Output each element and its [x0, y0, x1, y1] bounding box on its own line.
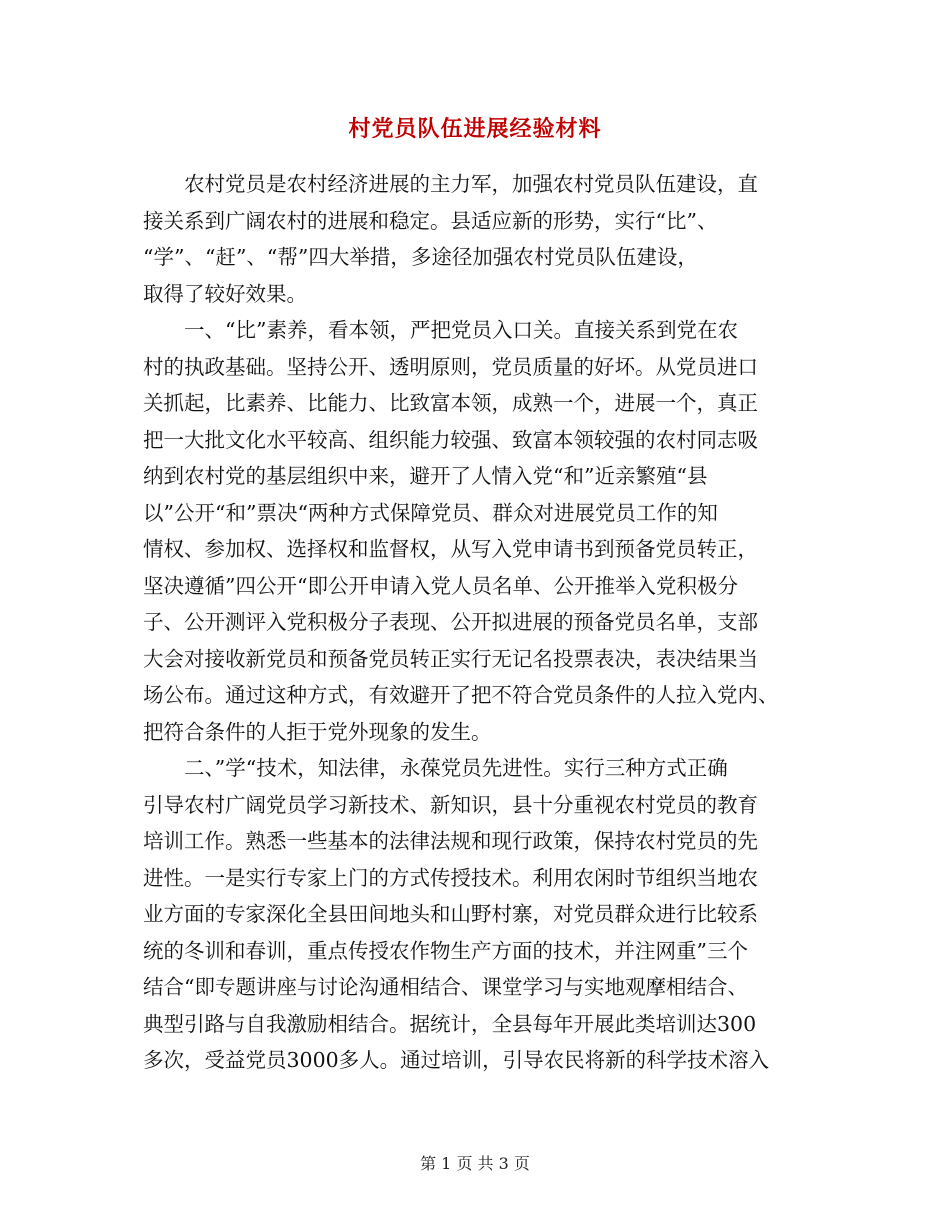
body-line: 一、“比”素养，看本领，严把党员入口关。直接关系到党在农: [143, 318, 738, 342]
body-line: “学”、“赶”、“帮”四大举措，多途径加强农村党员队伍建设，: [143, 245, 698, 269]
body-line: 农村党员是农村经济进展的主力军，加强农村党员队伍建设，直: [143, 172, 758, 196]
body-line: 多次，受益党员3000多人。通过培训，引导农民将新的科学技术溶入: [143, 1048, 770, 1072]
body-line: 纳到农村党的基层组织中来，避开了人情入党“和”近亲繁殖“县: [143, 464, 708, 488]
body-line: 接关系到广阔农村的进展和稳定。县适应新的形势，实行“比”、: [143, 208, 718, 233]
document-title: 村党员队伍进展经验材料: [348, 116, 602, 142]
body-line: 以”公开“和”票决“两种方式保障党员、群众对进展党员工作的知: [143, 500, 718, 525]
page-number-footer: 第 1 页 共 3 页: [420, 1154, 530, 1173]
document-body: [143, 166, 803, 1079]
body-line: 情权、参加权、选择权和监督权，从写入党申请书到预备党员转正，: [143, 537, 758, 561]
body-line: 统的冬训和春训，重点传授农作物生产方面的技术，并注网重”三个: [143, 938, 748, 963]
body-line: 子、公开测评入党积极分子表现、公开拟进展的预备党员名单，支部: [143, 610, 758, 634]
body-line: 取得了较好效果。: [143, 281, 307, 306]
body-line: 进性。一是实行专家上门的方式传授技术。利用农闲时节组织当地农: [143, 865, 758, 890]
body-line: 坚决遵循”四公开“即公开申请入党人员名单、公开推举入党积极分: [143, 573, 738, 598]
body-line: 典型引路与自我激励相结合。据统计，全县每年开展此类培训达300: [143, 1011, 757, 1036]
body-line: 培训工作。熟悉一些基本的法律法规和现行政策，保持农村党员的先: [143, 829, 758, 853]
body-line: 场公布。通过这种方式，有效避开了把不符合党员条件的人拉入党内、: [143, 683, 779, 707]
body-line: 引导农村广阔党员学习新技术、新知识，县十分重视农村党员的教育: [143, 792, 758, 817]
body-line: 把一大批文化水平较高、组织能力较强、致富本领较强的农村同志吸: [143, 427, 758, 452]
body-line: 把符合条件的人拒于党外现象的发生。: [143, 719, 492, 744]
body-line: 关抓起，比素养、比能力、比致富本领，成熟一个，进展一个，真正: [143, 391, 758, 415]
body-line: 二、”学“技术，知法律，永葆党员先进性。实行三种方式正确: [143, 756, 728, 780]
body-line: 业方面的专家深化全县田间地头和山野村寨，对党员群众进行比较系: [143, 902, 758, 926]
body-line: 村的执政基础。坚持公开、透明原则，党员质量的好坏。从党员进口: [143, 354, 758, 379]
body-line: 大会对接收新党员和预备党员转正实行无记名投票表决，表决结果当: [143, 646, 758, 671]
body-line: 结合“即专题讲座与讨论沟通相结合、课堂学习与实地观摩相结合、: [143, 975, 748, 999]
